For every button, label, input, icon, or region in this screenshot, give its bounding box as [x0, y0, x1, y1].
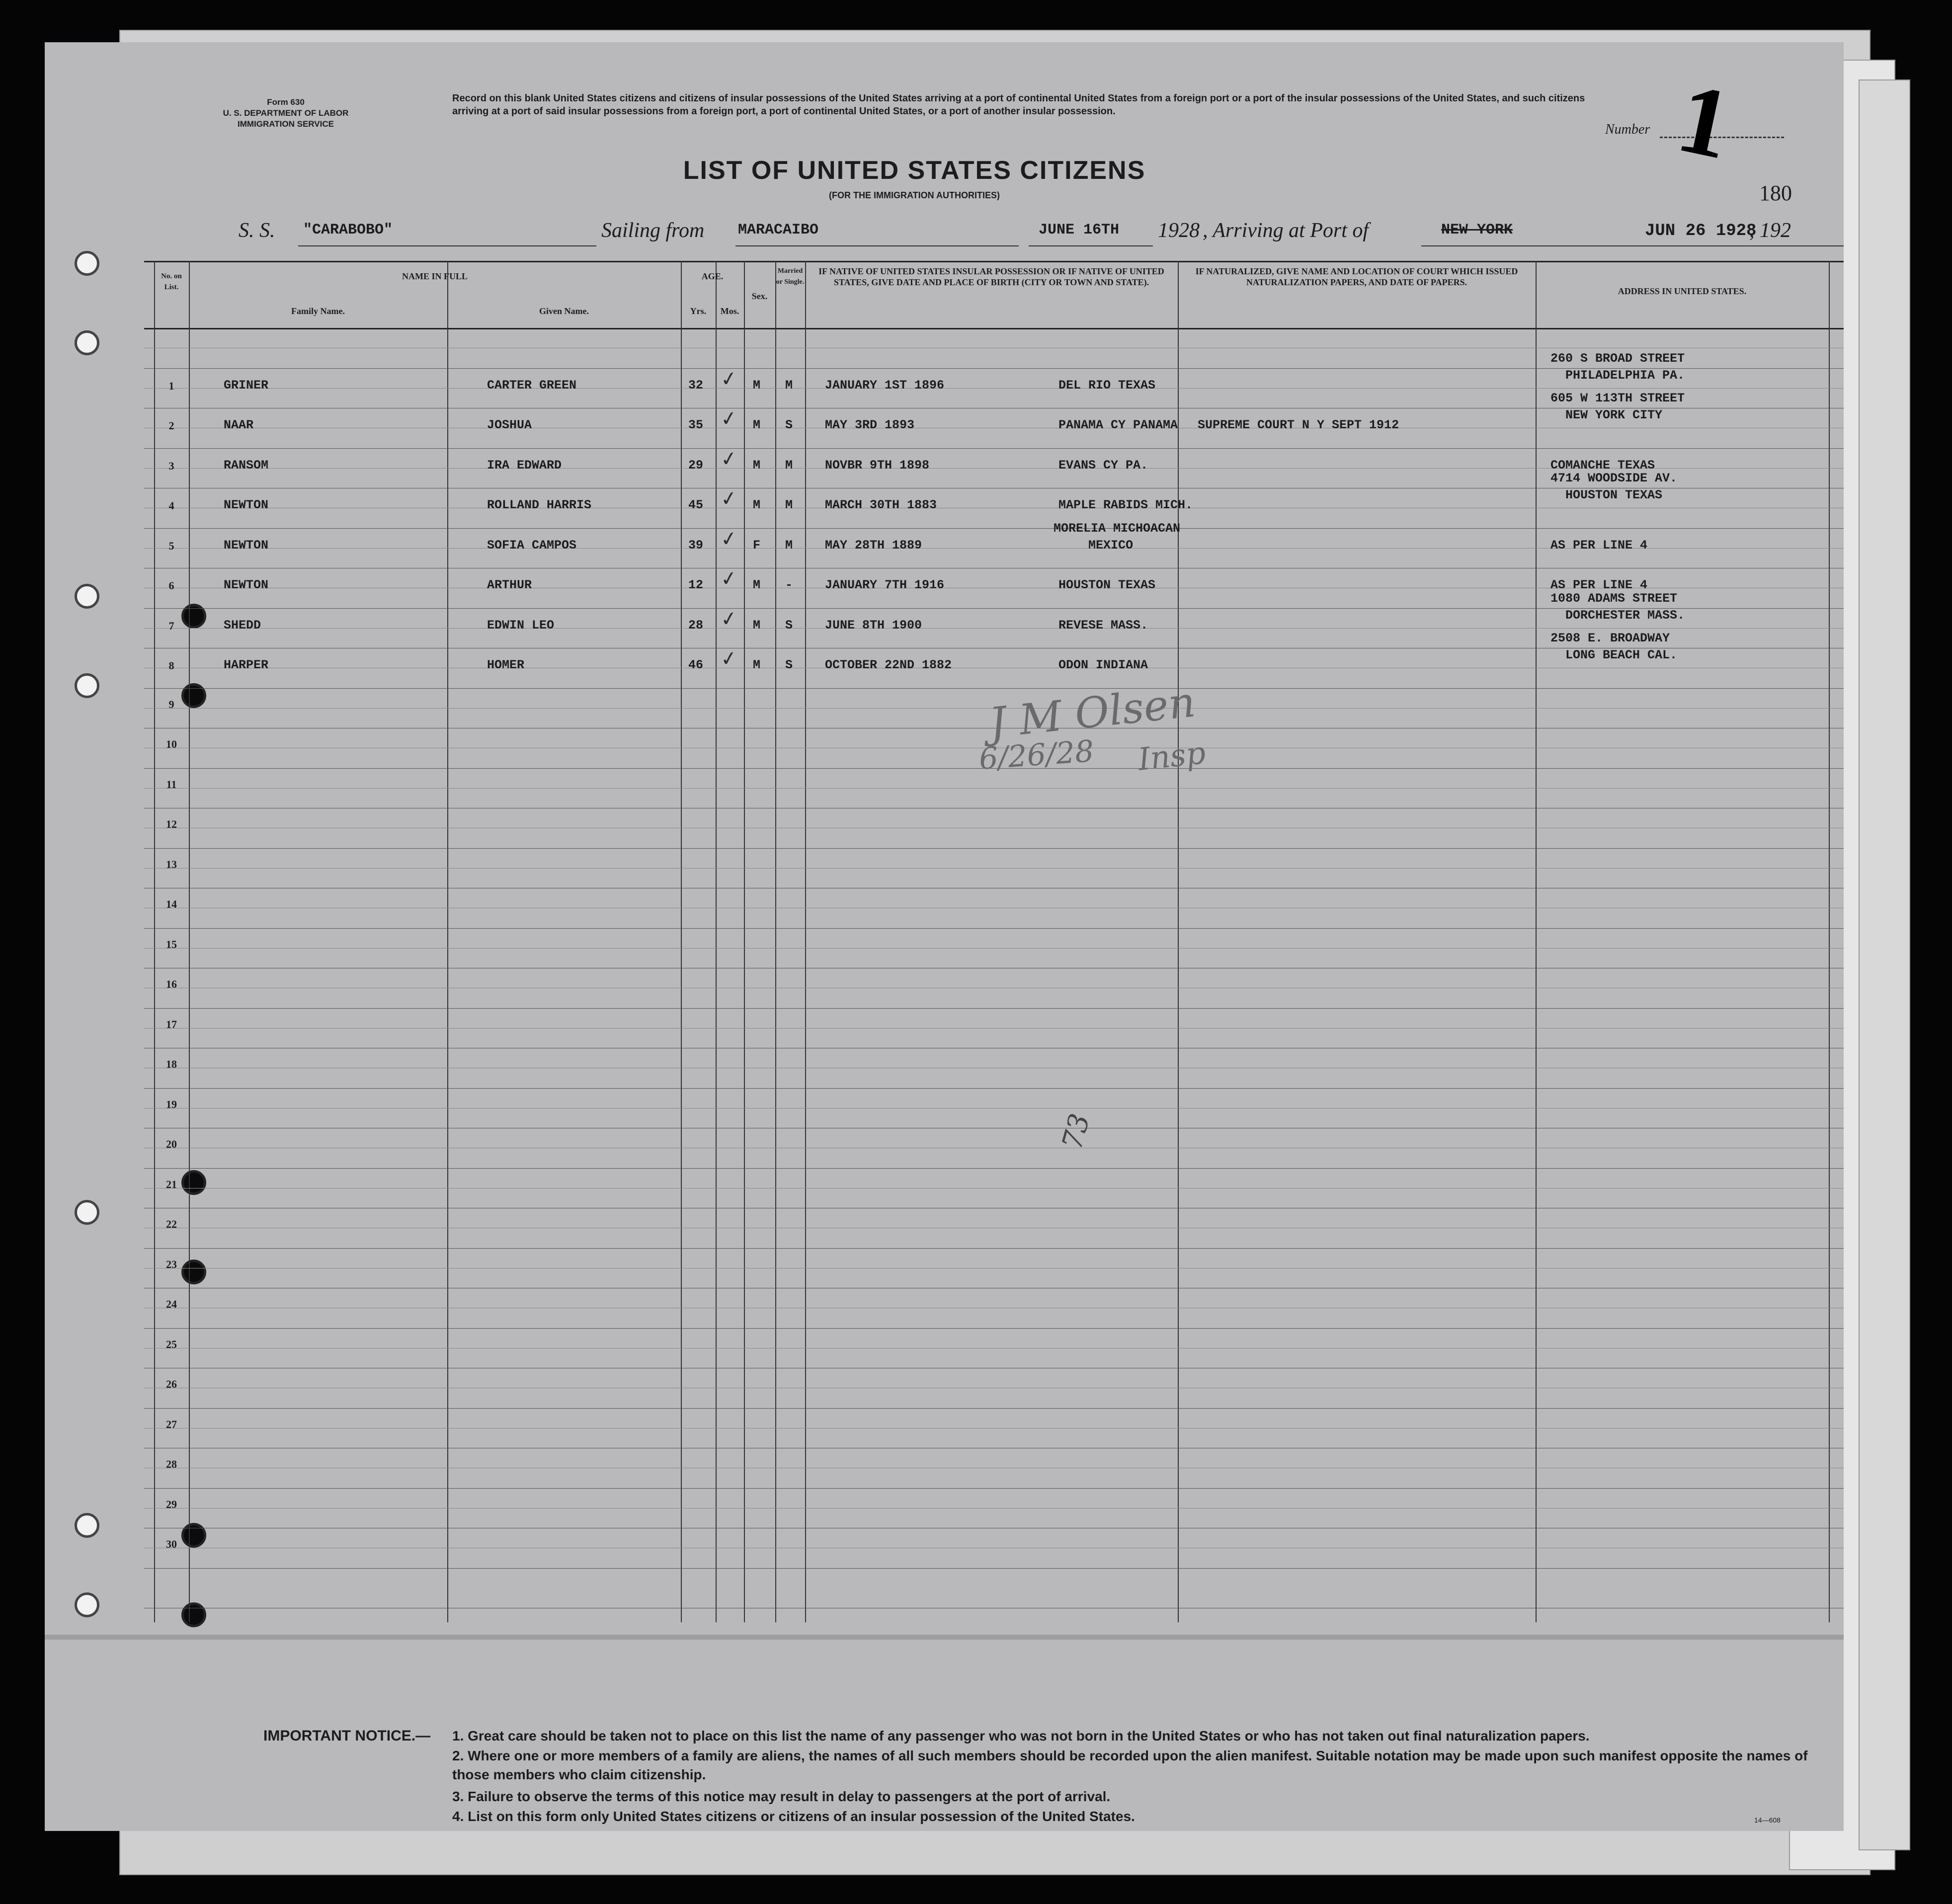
half-rule	[144, 788, 1844, 789]
row-rule	[144, 1408, 1844, 1409]
form-identifier	[209, 97, 363, 130]
address-line-1: COMANCHE TEXAS	[1550, 458, 1655, 473]
footer-form-code: 14—608	[1754, 1816, 1781, 1824]
punch-hole	[75, 584, 99, 609]
page-number: 180	[1759, 181, 1792, 205]
family-name: NEWTON	[224, 538, 269, 553]
number-value: 1	[1669, 63, 1740, 180]
birth-place: EVANS CY PA.	[1058, 458, 1148, 473]
age-years: 46	[688, 658, 704, 672]
form-number: Form 630	[267, 97, 305, 107]
notice-item-3: 3. Failure to observe the terms of this notice may result in delay to passengers at the port of arrival.	[452, 1789, 1111, 1804]
page-title: LIST OF UNITED STATES CITIZENS	[683, 156, 1146, 185]
notice-item-1: 1. Great care should be taken not to place on this list the name of any passenger who was not born in the United States or who has not taken out final naturalization papers.	[452, 1728, 1590, 1744]
row-number: 23	[166, 1258, 177, 1270]
family-name: HARPER	[224, 658, 269, 672]
row-number: 24	[166, 1298, 177, 1310]
sex: M	[753, 418, 761, 432]
row-rule	[144, 928, 1844, 929]
col-header-yrs: Yrs.	[690, 306, 707, 316]
age-years: 39	[688, 538, 704, 553]
check-mark-icon: ✓	[719, 566, 739, 591]
address-line-1: AS PER LINE 4	[1550, 538, 1648, 553]
half-rule	[144, 948, 1844, 949]
check-mark-icon: ✓	[719, 606, 739, 631]
marital-status: M	[785, 378, 793, 393]
col-header-family: Family Name.	[291, 306, 345, 316]
col-header-mos: Mos.	[720, 306, 739, 316]
number-label: Number	[1605, 122, 1650, 137]
marital-status: S	[785, 618, 793, 633]
row-number: 9	[168, 698, 174, 711]
arriving-label: , Arriving at Port of	[1203, 219, 1369, 242]
signature-date: 6/26/28	[977, 734, 1095, 777]
marital-status: -	[785, 578, 793, 592]
punch-hole	[75, 1592, 99, 1617]
address-line-1: 2508 E. BROADWAY	[1550, 631, 1670, 645]
manifest-page	[45, 42, 1844, 1831]
family-name: NEWTON	[224, 498, 269, 512]
row-number: 4	[168, 499, 174, 512]
row-number: 26	[166, 1378, 177, 1390]
margin-mark: 73	[1056, 1110, 1097, 1153]
row-number: 17	[166, 1018, 177, 1031]
notice-lead: IMPORTANT NOTICE.—	[263, 1728, 431, 1744]
address-line-2: PHILADELPHIA PA.	[1565, 368, 1685, 383]
table-bottom-band	[45, 1635, 1844, 1640]
department-name: U. S. DEPARTMENT OF LABOR	[223, 108, 349, 118]
row-number: 1	[168, 379, 174, 392]
row-number: 30	[166, 1538, 177, 1550]
half-rule	[144, 1348, 1844, 1349]
family-name: SHEDD	[224, 618, 261, 633]
birth-place: MORELIA MICHOACAN	[1054, 521, 1181, 536]
row-number: 14	[166, 898, 177, 910]
address-line-2: LONG BEACH CAL.	[1565, 648, 1678, 662]
naturalization: SUPREME COURT N Y SEPT 1912	[1198, 418, 1399, 432]
col-header-sex: Sex.	[751, 291, 768, 301]
row-number: 20	[166, 1138, 177, 1150]
sex: M	[753, 378, 761, 393]
sex: F	[753, 538, 761, 553]
row-number: 19	[166, 1098, 177, 1111]
birth-place: PANAMA CY PANAMA	[1058, 418, 1178, 432]
col-header-married: Married or Single.	[776, 267, 805, 286]
sex: M	[753, 498, 761, 512]
underlying-sheet	[1859, 79, 1910, 1850]
row-rule	[144, 448, 1844, 449]
punch-hole	[75, 330, 99, 355]
birth-date: JUNE 8TH 1900	[825, 618, 922, 633]
address-line-1: 1080 ADAMS STREET	[1550, 591, 1678, 606]
row-rule	[144, 848, 1844, 849]
address-line-2: HOUSTON TEXAS	[1565, 488, 1663, 502]
col-header-birth: IF NATIVE OF UNITED STATES INSULAR POSSESSION OR IF NATIVE OF UNITED STATES, GIVE DATE AND PLACE OF BIRTH (CITY OR TOWN AND STATE).	[818, 266, 1164, 287]
half-rule	[144, 1108, 1844, 1109]
birth-place: MAPLE RABIDS MICH.	[1058, 498, 1193, 512]
row-number: 18	[166, 1058, 177, 1070]
family-name: GRINER	[224, 378, 269, 393]
check-mark-icon: ✓	[719, 446, 739, 471]
row-number: 22	[166, 1218, 177, 1230]
marital-status: M	[785, 498, 793, 512]
row-rule	[144, 1328, 1844, 1329]
address-line-1: 605 W 113TH STREET	[1550, 391, 1685, 405]
notice-item-4: 4. List on this form only United States citizens or citizens of an insular possession of the United States.	[452, 1809, 1135, 1824]
given-name: JOSHUA	[487, 418, 532, 432]
punch-hole	[75, 251, 99, 276]
sex: M	[753, 458, 761, 473]
check-mark-icon: ✓	[719, 646, 739, 671]
sex: M	[753, 578, 761, 592]
half-rule	[144, 868, 1844, 869]
row-number: 5	[168, 539, 174, 552]
birth-date: MAY 3RD 1893	[825, 418, 915, 432]
sex: M	[753, 658, 761, 672]
birth-place: REVESE MASS.	[1058, 618, 1148, 633]
birth-date: NOVBR 9TH 1898	[825, 458, 930, 473]
marital-status: S	[785, 658, 793, 672]
col-header-address: ADDRESS IN UNITED STATES.	[1618, 286, 1747, 296]
check-mark-icon: ✓	[719, 406, 739, 431]
row-number: 16	[166, 978, 177, 990]
age-years: 12	[688, 578, 704, 592]
ss-label: S. S.	[239, 219, 275, 242]
age-years: 28	[688, 618, 704, 633]
service-name: IMMIGRATION SERVICE	[238, 119, 334, 129]
age-years: 32	[688, 378, 704, 393]
birth-date: JANUARY 7TH 1916	[825, 578, 945, 592]
address-line-1: 260 S BROAD STREET	[1550, 351, 1685, 366]
address-line-2: DORCHESTER MASS.	[1565, 608, 1685, 623]
birth-date: MARCH 30TH 1883	[825, 498, 937, 512]
row-number: 12	[166, 818, 177, 830]
marital-status: M	[785, 458, 793, 473]
given-name: CARTER GREEN	[487, 378, 577, 393]
row-rule	[144, 528, 1844, 529]
half-rule	[144, 1028, 1844, 1029]
sailing-from: MARACAIBO	[738, 222, 819, 238]
address-line-2: NEW YORK CITY	[1565, 408, 1663, 422]
row-number: 3	[168, 459, 174, 472]
address-line-1: AS PER LINE 4	[1550, 578, 1648, 592]
arrival-date-stamp: JUN 26 1928	[1645, 222, 1757, 240]
row-number: 8	[168, 659, 174, 672]
punch-hole	[75, 673, 99, 698]
row-rule	[144, 1568, 1844, 1569]
row-number: 7	[168, 619, 174, 632]
birth-place: ODON INDIANA	[1058, 658, 1148, 672]
punch-hole	[75, 1513, 99, 1538]
birth-place: HOUSTON TEXAS	[1058, 578, 1156, 592]
birth-place: DEL RIO TEXAS	[1058, 378, 1156, 393]
half-rule	[144, 388, 1844, 389]
signature-title: Insp	[1136, 734, 1208, 778]
col-header-name: NAME IN FULL	[402, 271, 468, 281]
sailing-label: Sailing from	[601, 219, 705, 242]
notice-item-2: 2. Where one or more members of a family are aliens, the names of all such members should be recorded upon the alien manifest. Suitable notation may be made upon such manifest opposite the names of those members who claim citizenship.	[452, 1748, 1808, 1782]
marital-status: M	[785, 538, 793, 553]
age-years: 45	[688, 498, 704, 512]
page-subtitle: (FOR THE IMMIGRATION AUTHORITIES)	[829, 190, 1000, 200]
given-name: IRA EDWARD	[487, 458, 562, 473]
col-header-naturalized: IF NATURALIZED, GIVE NAME AND LOCATION OF COURT WHICH ISSUED NATURALIZATION PAPERS, AND DATE OF PAPERS.	[1195, 266, 1518, 287]
half-rule	[144, 1268, 1844, 1269]
row-rule	[144, 1088, 1844, 1089]
row-number: 2	[168, 419, 174, 432]
marital-status: S	[785, 418, 793, 432]
row-number: 28	[166, 1458, 177, 1470]
check-mark-icon: ✓	[719, 366, 739, 391]
ship-name: "CARABOBO"	[303, 222, 393, 238]
row-rule	[144, 1008, 1844, 1009]
row-number: 29	[166, 1498, 177, 1510]
row-rule	[144, 1248, 1844, 1249]
half-rule	[144, 628, 1844, 629]
given-name: HOMER	[487, 658, 525, 672]
row-number: 11	[166, 778, 177, 791]
family-name: NAAR	[224, 418, 254, 432]
given-name: ARTHUR	[487, 578, 532, 592]
check-mark-icon: ✓	[719, 526, 739, 551]
given-name: EDWIN LEO	[487, 618, 555, 633]
row-number: 10	[166, 738, 177, 750]
row-number: 6	[168, 579, 174, 592]
sex: M	[753, 618, 761, 633]
row-number: 25	[166, 1338, 177, 1350]
half-rule	[144, 1188, 1844, 1189]
row-rule	[144, 688, 1844, 689]
arrival-port: NEW YORK	[1441, 222, 1513, 238]
address-line-1: 4714 WOODSIDE AV.	[1550, 471, 1678, 485]
family-name: NEWTON	[224, 578, 269, 592]
family-name: RANSOM	[224, 458, 269, 473]
age-years: 35	[688, 418, 704, 432]
birth-date: JANUARY 1ST 1896	[825, 378, 945, 393]
punch-hole	[75, 1200, 99, 1225]
given-name: ROLLAND HARRIS	[487, 498, 592, 512]
sailing-date: JUNE 16TH	[1039, 222, 1120, 238]
row-rule	[144, 1168, 1844, 1169]
col-header-age: AGE.	[701, 271, 724, 281]
col-header-no: No. on List.	[161, 272, 182, 291]
birth-date: OCTOBER 22ND 1882	[825, 658, 952, 672]
row-number: 15	[166, 938, 177, 951]
record-instructions: Record on this blank United States citizens and citizens of insular possessions of the United States arriving at a port of continental United States from a foreign port or a port of the insular possessions of the United States, and such citizens arriving at a port of said insular possessions from a foreign port, a port of continental United States, or a port of another insular possession.	[452, 93, 1585, 117]
year-suffix: , 192	[1749, 219, 1791, 242]
row-number: 21	[166, 1178, 177, 1190]
check-mark-icon: ✓	[719, 486, 739, 511]
voyage-line	[239, 219, 1809, 248]
row-number: 27	[166, 1418, 177, 1430]
inspector-signature: J M Olsen	[987, 677, 1198, 748]
passenger-table	[144, 261, 1844, 1622]
birth-date: MAY 28TH 1889	[825, 538, 922, 553]
year-label: 1928	[1158, 219, 1200, 242]
row-number: 13	[166, 858, 177, 871]
birth-place-line2: MEXICO	[1088, 538, 1134, 553]
row-rule	[144, 1488, 1844, 1489]
col-header-given: Given Name.	[539, 306, 589, 316]
age-years: 29	[688, 458, 704, 473]
given-name: SOFIA CAMPOS	[487, 538, 577, 553]
